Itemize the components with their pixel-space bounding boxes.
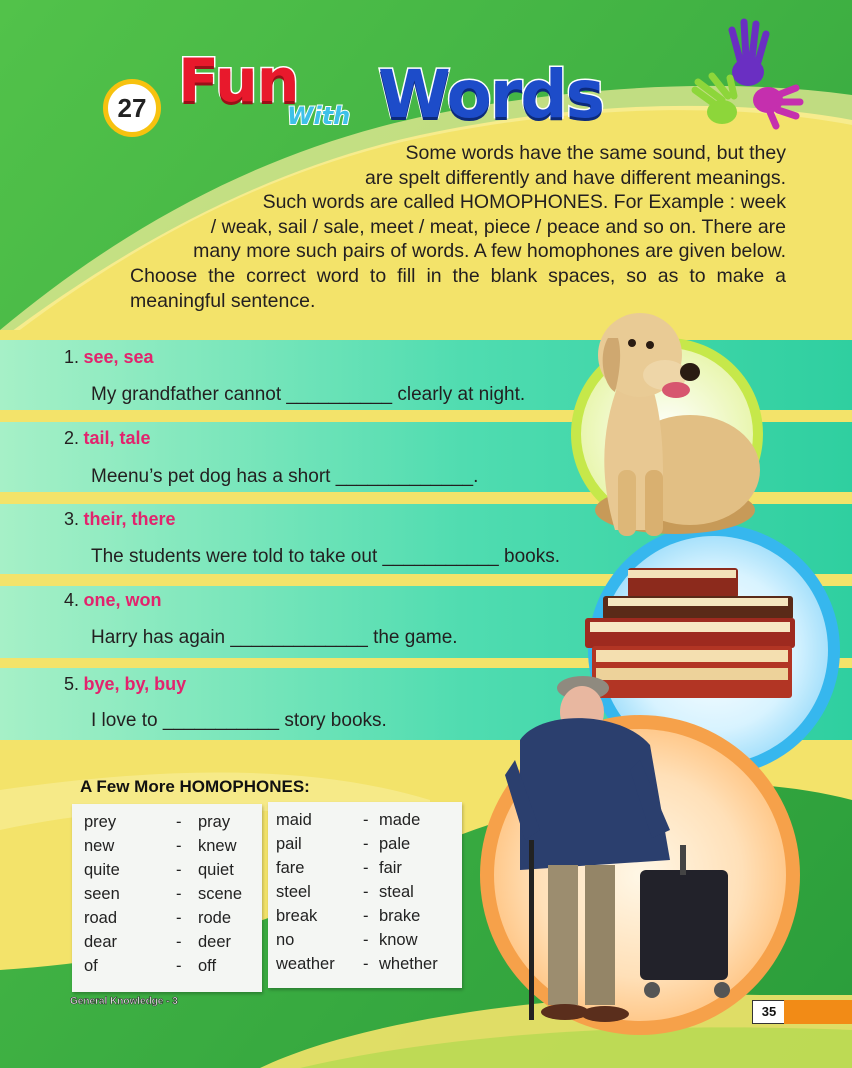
homophone-pair [276, 928, 462, 952]
homophones-list-left [72, 804, 262, 978]
pair-separator: - [176, 885, 182, 903]
exercise-words: bye, by, buy [83, 674, 187, 694]
homophone-word: dear [84, 933, 118, 951]
pair-separator: - [363, 907, 369, 925]
homophone-word: pail [276, 835, 302, 853]
exercise-3 [64, 509, 176, 530]
exercise-words: their, there [83, 509, 176, 529]
homophone-pair [84, 858, 262, 882]
intro-line: meaningful sentence. [130, 289, 316, 312]
intro-line: Such words are called HOMOPHONES. For Example : week [262, 191, 786, 214]
homophone-pair [276, 832, 462, 856]
exercise-sentence [91, 627, 458, 649]
homophone-word: pray [198, 813, 231, 831]
exercise-4 [64, 590, 161, 611]
homophone-word: off [198, 957, 217, 975]
homophone-word: quiet [198, 861, 234, 879]
homophone-word: new [84, 837, 115, 855]
pair-separator: - [363, 835, 369, 853]
homophone-pair [276, 904, 462, 928]
pair-separator: - [176, 909, 182, 927]
exercise-number: 3. [64, 509, 80, 529]
exercise-number: 1. [64, 347, 80, 367]
homophone-word: know [379, 931, 418, 949]
homophone-word: pale [379, 835, 411, 853]
homophones-card-right [268, 802, 462, 988]
homophone-word: deer [198, 933, 232, 951]
homophone-word: quite [84, 861, 120, 879]
pair-separator: - [363, 955, 369, 973]
homophone-pair [84, 834, 262, 858]
homophone-word: road [84, 909, 118, 927]
intro-line: many more such pairs of words. A few homophones are given below. [193, 240, 786, 263]
fill-blank[interactable]: _____________ [230, 627, 368, 648]
sentence-end: story books. [284, 710, 387, 731]
page-number-bar [784, 1000, 852, 1024]
exercise-5 [64, 674, 186, 695]
homophone-word: steel [276, 883, 311, 901]
sentence-start: My grandfather cannot [91, 384, 282, 405]
homophone-word: of [84, 957, 98, 975]
title-fun: Fun [178, 46, 299, 116]
sentence-start: I love to [91, 710, 158, 731]
sentence-end: . [473, 466, 479, 487]
pair-separator: - [363, 931, 369, 949]
intro-line: are spelt differently and have different meanings. [365, 166, 786, 189]
exercise-sentence [91, 384, 525, 406]
homophone-word: made [379, 811, 421, 829]
exercise-words: tail, tale [83, 428, 151, 448]
exercise-sentence [91, 546, 560, 568]
page-number: 35 [752, 1000, 786, 1024]
homophone-pair [84, 954, 262, 978]
pair-separator: - [176, 861, 182, 879]
exercise-number: 2. [64, 428, 80, 448]
homophone-pair [276, 952, 462, 976]
fill-blank[interactable]: ___________ [382, 546, 499, 567]
homophone-word: maid [276, 811, 312, 829]
sentence-start: Harry has again [91, 627, 226, 648]
sentence-start: Meenu’s pet dog has a short [91, 466, 331, 487]
intro-line: Choose the correct word to fill in the blank spaces, so as to make a [130, 264, 786, 287]
intro-line: Some words have the same sound, but they [405, 142, 786, 164]
homophone-word: prey [84, 813, 117, 831]
lesson-number-badge: 27 [103, 79, 161, 137]
homophone-pair [84, 810, 262, 834]
homophone-word: seen [84, 885, 120, 903]
exercise-number: 5. [64, 674, 80, 694]
homophone-word: fare [276, 859, 305, 877]
intro-paragraph [130, 141, 786, 313]
exercise-words: one, won [83, 590, 162, 610]
homophone-pair [276, 808, 462, 832]
pair-separator: - [176, 813, 182, 831]
homophone-pair [276, 856, 462, 880]
homophone-word: knew [198, 837, 237, 855]
pair-separator: - [363, 811, 369, 829]
homophone-word: break [276, 907, 318, 925]
homophone-word: no [276, 931, 295, 949]
homophone-word: steal [379, 883, 414, 901]
exercise-words: see, sea [83, 347, 154, 367]
exercise-number: 4. [64, 590, 80, 610]
exercise-sentence [91, 466, 478, 488]
fill-blank[interactable]: _____________ [335, 466, 474, 487]
homophone-word: whether [379, 955, 438, 973]
sentence-end: clearly at night. [397, 384, 526, 405]
homophone-word: fair [379, 859, 402, 877]
homophones-card-left [72, 804, 262, 992]
pair-separator: - [363, 883, 369, 901]
pair-separator: - [176, 837, 182, 855]
pair-separator: - [176, 957, 182, 975]
homophone-word: weather [276, 955, 335, 973]
sentence-end: books. [504, 546, 561, 567]
homophones-list-right [268, 802, 462, 976]
exercise-2 [64, 428, 151, 449]
homophone-pair [84, 906, 262, 930]
sentence-end: the game. [373, 627, 458, 648]
homophone-pair [84, 882, 262, 906]
title-words: Words [378, 56, 603, 133]
exercise-1 [64, 347, 154, 368]
homophone-pair [84, 930, 262, 954]
more-homophones-heading: A Few More HOMOPHONES: [80, 777, 310, 796]
homophone-word: brake [379, 907, 421, 925]
fill-blank[interactable]: ___________ [162, 710, 280, 731]
footer-book-title: General Knowledge - 3 [70, 996, 178, 1007]
homophone-word: scene [198, 885, 243, 903]
fill-blank[interactable]: __________ [286, 384, 393, 405]
intro-line: / weak, sail / sale, meet / meat, piece / peace and so on. There are [210, 215, 786, 238]
homophone-word: rode [198, 909, 232, 927]
homophone-pair [276, 880, 462, 904]
sentence-start: The students were told to take out [91, 546, 378, 567]
title-with: With [287, 102, 351, 130]
exercise-sentence [91, 710, 387, 732]
pair-separator: - [363, 859, 369, 877]
pair-separator: - [176, 933, 182, 951]
